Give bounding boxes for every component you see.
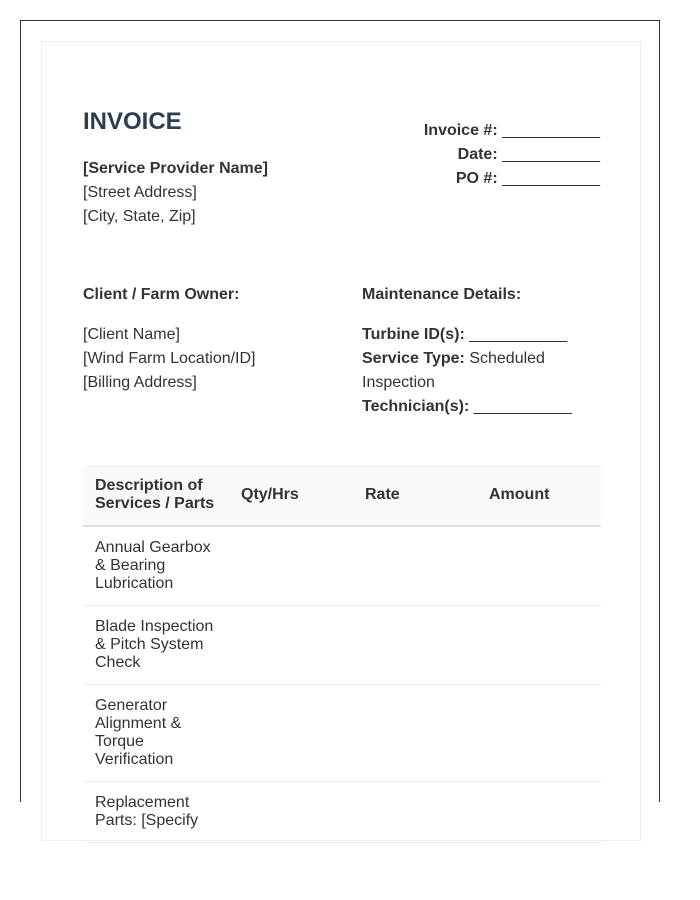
- client-heading: Client / Farm Owner:: [83, 286, 240, 303]
- row-qty: [229, 685, 353, 782]
- service-type-label: Service Type:: [362, 350, 465, 367]
- provider-name: [Service Provider Name]: [83, 160, 268, 177]
- invoice-date-value: ___________: [502, 146, 600, 163]
- row-description: Annual Gearbox & Bearing Lubrication: [83, 526, 229, 606]
- service-type-value: Scheduled Inspection: [362, 350, 545, 391]
- row-description: Generator Alignment & Torque Verification: [83, 685, 229, 782]
- invoice-meta: [424, 119, 600, 191]
- row-amount: [477, 685, 601, 782]
- table-row: [83, 606, 601, 685]
- row-amount: [477, 606, 601, 685]
- table-row: [83, 526, 601, 606]
- header-qty: Qty/Hrs: [229, 465, 353, 526]
- invoice-date-row: [424, 143, 600, 167]
- turbine-label: Turbine ID(s):: [362, 326, 465, 343]
- invoice-number-value: ___________: [502, 122, 600, 139]
- technician-value: ___________: [473, 398, 572, 415]
- row-amount: [477, 526, 601, 606]
- row-description: Replacement Parts: [Specify: [83, 782, 229, 843]
- row-rate: [353, 685, 477, 782]
- turbine-row: [362, 323, 602, 347]
- client-block: [83, 283, 343, 395]
- row-qty: [229, 526, 353, 606]
- maintenance-block: [362, 283, 602, 419]
- client-billing: [Billing Address]: [83, 374, 197, 391]
- invoice-number-label: Invoice #:: [423, 122, 498, 139]
- client-name: [Client Name]: [83, 326, 180, 343]
- technician-label: Technician(s):: [362, 398, 470, 415]
- header-rate: Rate: [353, 465, 477, 526]
- row-rate: [353, 606, 477, 685]
- row-rate: [353, 782, 477, 843]
- technician-row: [362, 395, 602, 419]
- invoice-po-label: PO #:: [455, 170, 498, 187]
- invoice-po-value: ___________: [502, 170, 600, 187]
- invoice-number-row: [424, 119, 600, 143]
- table-row: [83, 685, 601, 782]
- row-rate: [353, 526, 477, 606]
- row-amount: [477, 782, 601, 843]
- invoice-title: INVOICE: [83, 108, 182, 135]
- client-location: [Wind Farm Location/ID]: [83, 350, 256, 367]
- line-items-table: [83, 465, 601, 843]
- turbine-value: ___________: [469, 326, 568, 343]
- table-row: [83, 782, 601, 843]
- invoice-sheet: [41, 41, 641, 841]
- row-qty: [229, 782, 353, 843]
- invoice-date-label: Date:: [457, 146, 498, 163]
- row-description: Blade Inspection & Pitch System Check: [83, 606, 229, 685]
- row-qty: [229, 606, 353, 685]
- service-provider-block: [83, 157, 268, 229]
- table-header-row: [83, 465, 601, 526]
- document-viewport: [20, 20, 660, 829]
- header-amount: Amount: [477, 465, 601, 526]
- provider-city: [City, State, Zip]: [83, 208, 196, 225]
- provider-street: [Street Address]: [83, 184, 197, 201]
- invoice-po-row: [424, 167, 600, 191]
- maintenance-heading: Maintenance Details:: [362, 286, 522, 303]
- service-type-row: [362, 347, 602, 395]
- header-description: Description of Services / Parts: [83, 465, 229, 526]
